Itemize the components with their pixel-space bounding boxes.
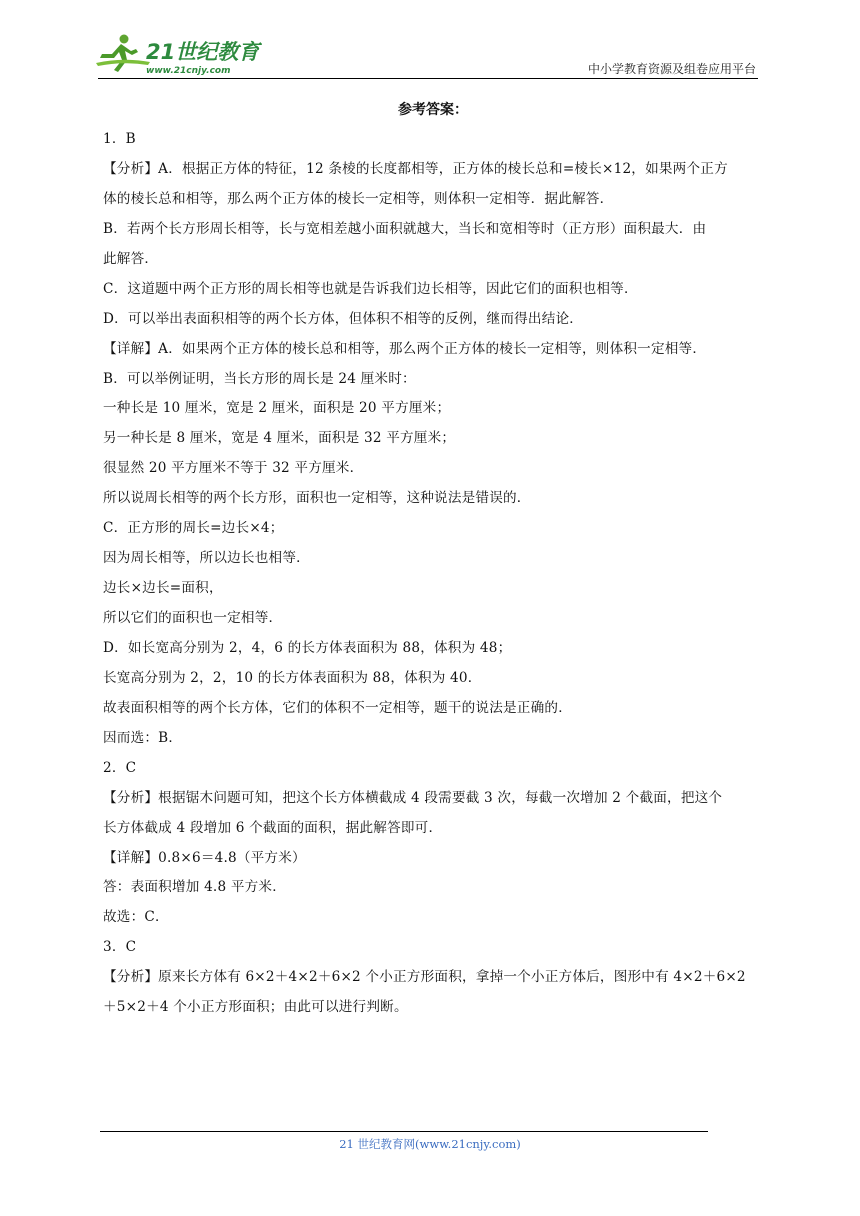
footer-text[interactable]: 21 世纪教育网(www.21cnjy.com) <box>339 1137 521 1151</box>
logo <box>92 30 262 80</box>
text-line: C．正方形的周长=边长×4； <box>103 520 284 537</box>
text-line: 答：表面积增加 4.8 平方米． <box>103 879 286 896</box>
text-line: 体的棱长总和相等，那么两个正方体的棱长一定相等，则体积一定相等．据此解答． <box>103 190 614 207</box>
logo-text: 21世纪教育 <box>146 40 260 64</box>
text-line: ＋5×2＋4 个小正方形面积；由此可以进行判断。 <box>103 999 408 1016</box>
text-line: D．如长宽高分别为 2，4，6 的长方体表面积为 88，体积为 48； <box>103 639 512 656</box>
text-line: 因为周长相等，所以边长也相等． <box>103 550 310 567</box>
text-line: 1．B <box>103 131 136 147</box>
text-line: 故选：C． <box>103 909 169 926</box>
header-divider <box>98 78 758 79</box>
text-line: 3．C <box>103 939 137 956</box>
text-line: 所以说周长相等的两个长方形，面积也一定相等，这种说法是错误的． <box>103 490 531 507</box>
text-line: 长方体截成 4 段增加 6 个截面的面积，据此解答即可． <box>103 819 443 836</box>
text-line: 此解答． <box>103 250 159 267</box>
text-line: 故表面积相等的两个长方体，它们的体积不一定相等，题干的说法是正确的． <box>103 699 572 716</box>
text-line: 【分析】A．根据正方体的特征，12 条棱的长度都相等，正方体的棱长总和=棱长×12，如果两个正方 <box>103 160 728 177</box>
text-line: 另一种长是 8 厘米，宽是 4 厘米，面积是 32 平方厘米； <box>103 430 456 447</box>
text-line: B．若两个长方形周长相等，长与宽相差越小面积就越大，当长和宽相等时（正方形）面积最大．由 <box>103 220 707 237</box>
answer-content <box>103 100 763 1027</box>
text-line: D．可以举出表面积相等的两个长方体，但体积不相等的反例，继而得出结论． <box>103 310 584 327</box>
text-line: 很显然 20 平方厘米不等于 32 平方厘米． <box>103 460 364 477</box>
text-line: 【分析】原来长方体有 6×2＋4×2＋6×2 个小正方形面积，拿掉一个小正方体后，图形中有 4×2＋6×2 <box>103 969 746 986</box>
text-line: 因而选：B． <box>103 729 183 746</box>
answer-lines <box>103 129 763 1017</box>
logo-url: www.21cnjy.com <box>146 66 231 76</box>
text-line: 2．C <box>103 759 137 776</box>
text-line: 【详解】A．如果两个正方体的棱长总和相等，那么两个正方体的棱长一定相等，则体积一定相等． <box>103 340 707 357</box>
text-line: 【详解】0.8×6＝4.8（平方米） <box>103 849 306 866</box>
page-header <box>0 0 860 85</box>
text-line: 一种长是 10 厘米，宽是 2 厘米，面积是 20 平方厘米； <box>103 400 451 417</box>
runner-icon <box>96 35 150 73</box>
text-line: 长宽高分别为 2，2，10 的长方体表面积为 88，体积为 40． <box>103 669 482 686</box>
page-title: 参考答案： <box>398 102 468 118</box>
text-line: 边长×边长=面积， <box>103 580 223 597</box>
text-line: 【分析】根据锯木问题可知，把这个长方体横截成 4 段需要截 3 次，每截一次增加 2 个截面，把这个 <box>103 789 723 806</box>
header-platform-text: 中小学教育资源及组卷应用平台 <box>587 62 756 76</box>
text-line: 所以它们的面积也一定相等． <box>103 610 283 626</box>
text-line: B．可以举例证明，当长方形的周长是 24 厘米时： <box>103 370 416 387</box>
footer-divider <box>100 1131 708 1132</box>
text-line: C．这道题中两个正方形的周长相等也就是告诉我们边长相等，因此它们的面积也相等． <box>103 280 638 297</box>
